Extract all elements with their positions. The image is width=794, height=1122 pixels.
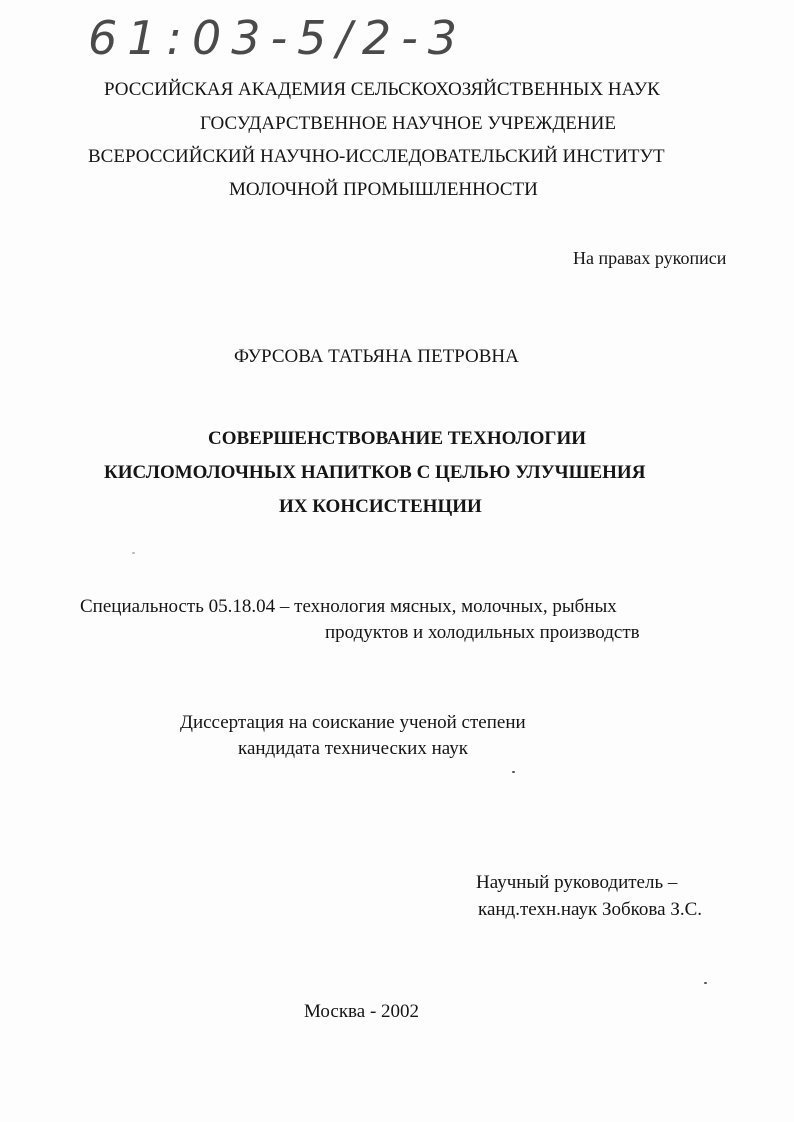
header-line-industry: МОЛОЧНОЙ ПРОМЫШЛЕННОСТИ — [229, 179, 538, 200]
manuscript-note: На правах рукописи — [573, 248, 727, 268]
supervisor-line-2: канд.техн.наук Зобкова З.С. — [478, 899, 703, 920]
header-line-academy: РОССИЙСКАЯ АКАДЕМИЯ СЕЛЬСКОХОЗЯЙСТВЕННЫХ НАУК — [104, 79, 660, 100]
scan-speck — [512, 771, 515, 773]
scan-speck — [132, 552, 135, 554]
specialty-line-2: продуктов и холодильных производств — [325, 622, 640, 643]
scan-speck — [704, 982, 707, 984]
author-name: ФУРСОВА ТАТЬЯНА ПЕТРОВНА — [234, 346, 519, 367]
supervisor-line-1: Научный руководитель – — [476, 872, 678, 893]
title-line-3: ИХ КОНСИСТЕНЦИИ — [279, 496, 482, 517]
footer-city-year: Москва - 2002 — [304, 1001, 420, 1022]
title-line-2: КИСЛОМОЛОЧНЫХ НАПИТКОВ С ЦЕЛЬЮ УЛУЧШЕНИЯ — [104, 462, 646, 483]
dissertation-line-2: кандидата технических наук — [238, 738, 468, 759]
title-line-1: СОВЕРШЕНСТВОВАНИЕ ТЕХНОЛОГИИ — [207, 428, 587, 449]
specialty-line-1: Специальность 05.18.04 – технология мясных, молочных, рыбных — [80, 596, 617, 617]
header-line-institute: ВСЕРОССИЙСКИЙ НАУЧНО-ИССЛЕДОВАТЕЛЬСКИЙ ИНСТИТУТ — [88, 146, 665, 167]
handwritten-archive-code — [80, 4, 520, 74]
svg-text:61:03-5/2-3: 61:03-5/2-3 — [88, 11, 468, 65]
dissertation-line-1: Диссертация на соискание ученой степени — [180, 712, 526, 733]
header-line-institution: ГОСУДАРСТВЕННОЕ НАУЧНОЕ УЧРЕЖДЕНИЕ — [200, 113, 616, 134]
